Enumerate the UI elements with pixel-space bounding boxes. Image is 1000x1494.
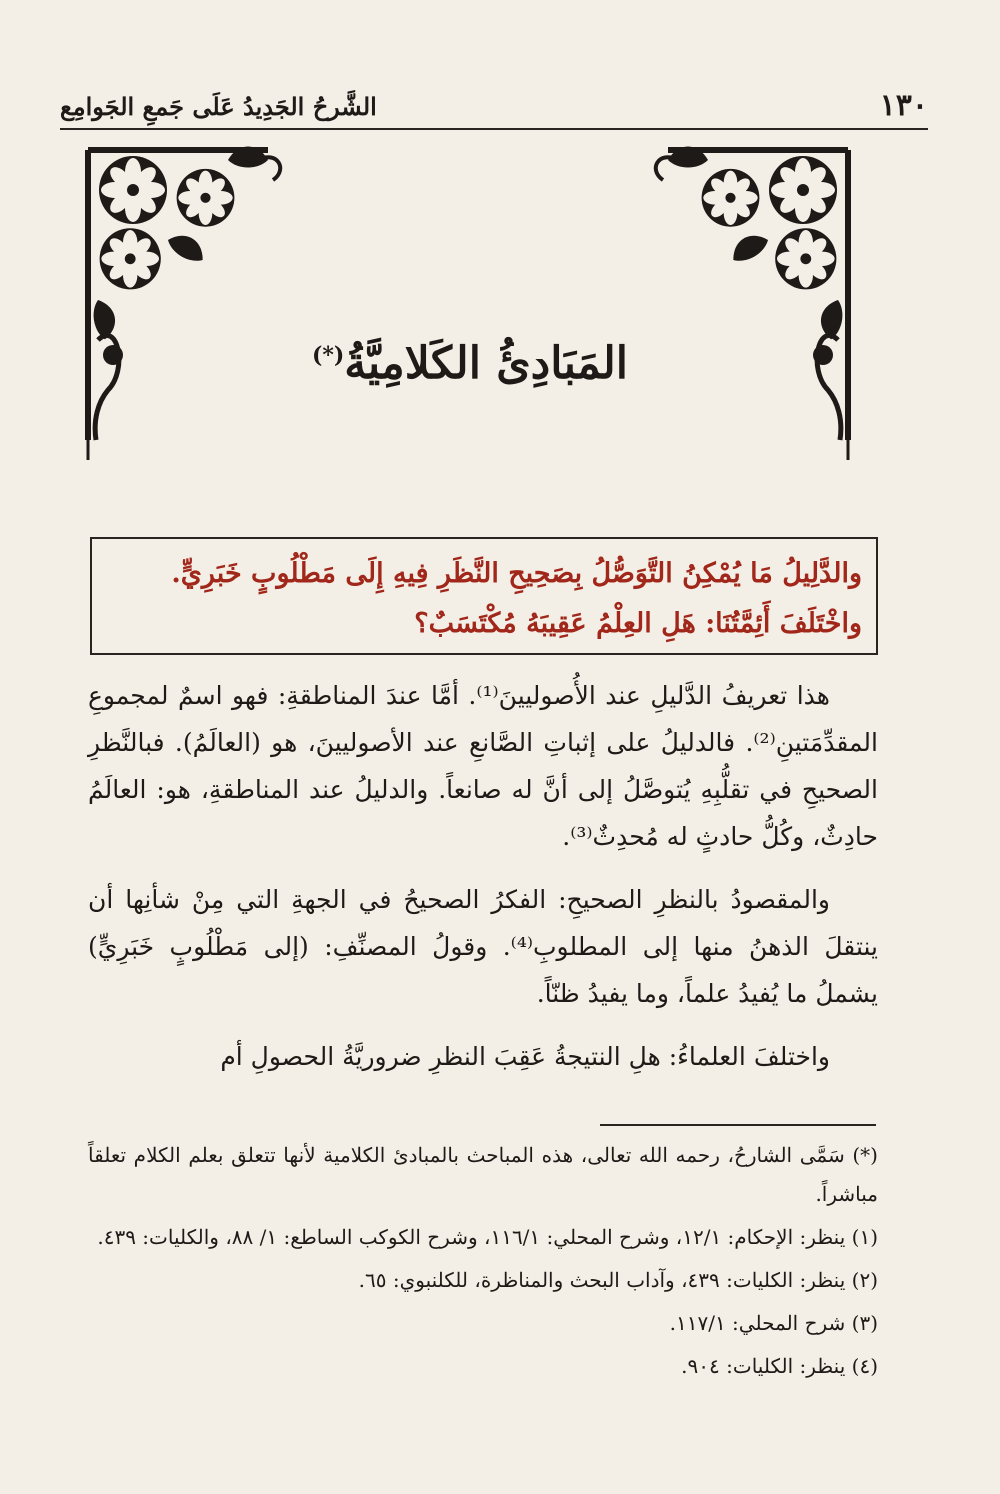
header-rule — [60, 128, 928, 130]
chapter-title-text: المَبَادِئُ الكَلامِيَّةُ — [344, 338, 629, 389]
footnote-3: (٣) شرح المحلي: ١١٧/١. — [669, 1311, 878, 1335]
running-head — [60, 88, 928, 124]
floral-ornament — [78, 140, 858, 460]
book-title: الشَّرحُ الجَدِيدُ عَلَى جَمعِ الجَوامِع — [60, 92, 377, 121]
footnote-separator — [600, 1124, 876, 1126]
left-ornament-corner — [88, 147, 280, 461]
footnote-1: (١) ينظر: الإحكام: ١٢/١، وشرح المحلي: ١١٦/١، وشرح الكوكب الساطع: ١/ ٨٨، والكليات: ٤٣٩. — [97, 1225, 878, 1249]
matn-line-2: واخْتَلَفَ أَئِمَّتُنَا: هَلِ العِلْمُ عَقِيبَهُ مُكْتَسَبٌ؟ — [414, 608, 862, 639]
chapter-title — [190, 338, 750, 389]
paragraph-3: واختلفَ العلماءُ: هلِ النتيجةُ عَقِبَ النظرِ ضروريَّةُ الحصولِ أم — [220, 1042, 830, 1071]
paragraph-1: هذا تعريفُ الدَّليلِ عند الأُصوليينَ⁽¹⁾. أمَّا عندَ المناطقةِ: فهو اسمٌ لمجموعِ المقدِّمَتينِ⁽²⁾. فالدليلُ على إثباتِ الصَّانعِ عند الأصوليينَ، هو (العالَمُ). فبالنَّظرِ الصحيحِ في تقلُّبِهِ يُتوصَّلُ إلى أنَّ له صانعاً. والدليلُ عند المناطقةِ، هو: العالَمُ حادِثٌ، وكُلُّ حادثٍ له مُحدِثٌ⁽³⁾. — [88, 681, 878, 851]
footnotes — [88, 1136, 878, 1390]
footnote-4: (٤) ينظر: الكليات: ٩٠٤. — [681, 1354, 878, 1378]
matn-box — [90, 537, 878, 655]
page-number: ١٣٠ — [879, 88, 928, 123]
commentary-body — [88, 672, 878, 1096]
footnote-star: (*) سَمَّى الشارحُ، رحمه الله تعالى، هذه المباحث بالمبادئ الكلامية لأنها تتعلق بعلم الكلام تعلقاً مباشراً. — [88, 1143, 878, 1206]
chapter-title-marker: (*) — [311, 342, 345, 369]
paragraph-2: والمقصودُ بالنظرِ الصحيحِ: الفكرُ الصحيحُ في الجهةِ التي مِنْ شأنِها أن ينتقلَ الذهنُ منها إلى المطلوبِ⁽⁴⁾. وقولُ المصنِّفِ: (إلى مَطْلُوبٍ خَبَرِيٍّ) يشملُ ما يُفيدُ علماً، وما يفيدُ ظنّاً. — [88, 885, 879, 1008]
footnote-2: (٢) ينظر: الكليات: ٤٣٩، وآداب البحث والمناظرة، للكلنبوي: ٦٥. — [358, 1268, 878, 1292]
right-ornament-corner — [656, 147, 848, 461]
matn-line-1: والدَّلِيلُ مَا يُمْكِنُ التَّوَصُّلُ بِصَحِيحِ النَّظَرِ فِيهِ إِلَى مَطْلُوبٍ خَبَرِيٍّ. — [171, 558, 862, 589]
